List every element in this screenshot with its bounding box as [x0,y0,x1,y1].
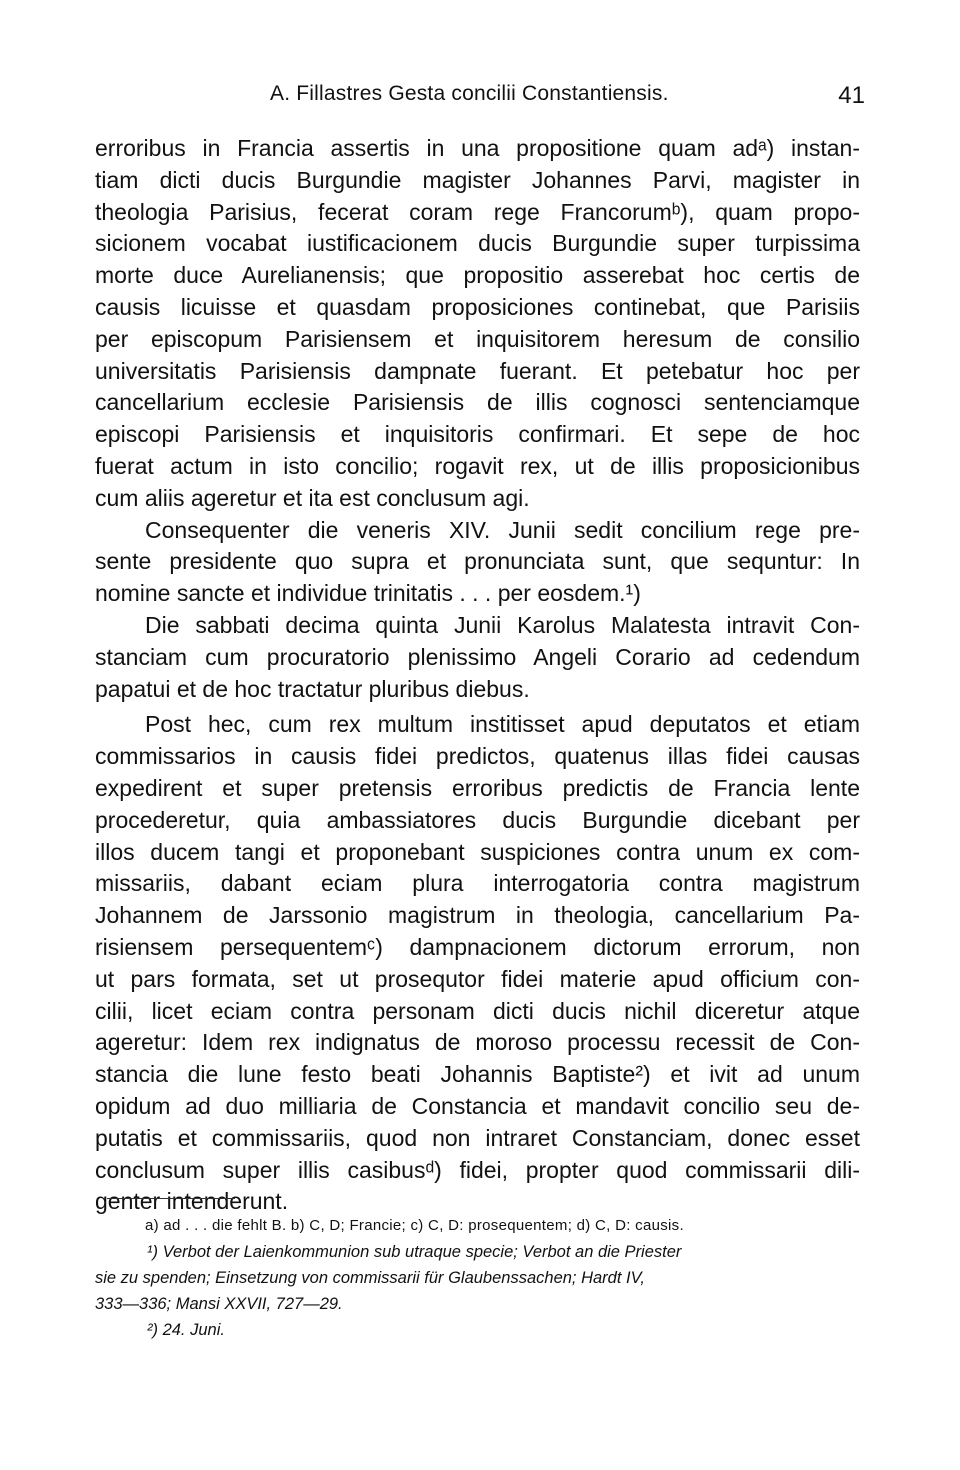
text-line: erroribus in Francia assertis in una propositione quam adᵃ) instan- [95,135,860,161]
text-line: stancia die lune festo beati Johannis Baptiste²) et ivit ad unum [95,1061,860,1088]
text-line: sicionem vocabat iustificacionem ducis Burgundie super turpissima [95,230,860,257]
text-line: cum aliis ageretur et ita est conclusum agi. [95,484,530,511]
text-line: tiam dicti ducis Burgundie magister Johannes Parvi, magister in [95,166,860,193]
critical-apparatus: a) ad . . . die fehlt B. b) C, D; Francie; c) C, D: prosequentem; d) C, D: causis. [145,1217,684,1234]
text-line: cilii, licet eciam contra personam dicti ducis nichil diceretur atque [95,997,860,1024]
text-line: missariis, dabant eciam plura interrogatoria contra magistrum [95,870,860,897]
text-line: morte duce Aurelianensis; que propositio asserebat hoc certis de [95,262,860,289]
text-line: expedirent et super pretensis erroribus predictis de Francia lente [95,774,860,801]
text-line: causis licuisse et quasdam proposiciones continebat, que Parisiis [95,293,860,320]
text-line: putatis et commissariis, quod non intraret Constanciam, donec esset [95,1124,860,1151]
text-line: universitatis Parisiensis dampnate fuerant. Et petebatur hoc per [95,357,860,384]
text-line: genter intenderunt. [95,1188,289,1215]
text-line: ageretur: Idem rex indignatus de moroso processu recessit de Con- [95,1029,860,1056]
text-line: Post hec, cum rex multum institisset apud deputatos et etiam [145,711,860,738]
text-line: nomine sancte et individue trinitatis . . . per eosdem.¹) [95,580,641,607]
page-number: 41 [838,82,865,109]
footnote-1: ¹) Verbot der Laienkommunion sub utraque specie; Verbot an die Priester [147,1243,682,1261]
footnote-2: ²) 24. Juni. [147,1321,225,1339]
text-line: conclusum super illis casibusᵈ) fidei, propter quod commissarii dili- [95,1156,860,1183]
footnote-1-cont: sie zu spenden; Einsetzung von commissarii für Glaubenssachen; Hardt IV, [95,1269,645,1287]
text-line: Johannem de Jarssonio magistrum in theologia, cancellarium Pa- [95,902,860,929]
text-line: sente presidente quo supra et pronunciata sunt, que sequntur: In [95,548,860,575]
running-head-title: A. Fillastres Gesta concilii Constantiensis. [270,82,669,105]
text-line: opidum ad duo milliaria de Constancia et mandavit concilio seu de- [95,1092,860,1119]
text-line: commissarios in causis fidei predictos, quatenus illas fidei causas [95,743,860,770]
text-line: risiensem persequentemᶜ) dampnacionem dictorum errorum, non [95,933,860,960]
main-text [95,133,860,1218]
text-line: illos ducem tangi et proponebant suspiciones contra unum ex com- [95,838,860,865]
text-line: episcopi Parisiensis et inquisitoris confirmari. Et sepe de hoc [95,421,860,448]
text-line: Consequenter die veneris XIV. Junii sedit concilium rege pre- [145,516,860,543]
text-line: Die sabbati decima quinta Junii Karolus Malatesta intravit Con- [145,611,860,638]
text-line: papatui et de hoc tractatur pluribus diebus. [95,675,530,702]
text-line: fuerat actum in isto concilio; rogavit rex, ut de illis proposicionibus [95,452,860,479]
footnote-separator [107,1198,235,1199]
footnote-1-cont: 333—336; Mansi XXVII, 727—29. [95,1295,343,1313]
text-line: procederetur, quia ambassiatores ducis Burgundie dicebant per [95,806,860,833]
text-line: stanciam cum procuratorio plenissimo Angeli Corario ad cedendum [95,643,860,670]
footnotes [95,1213,860,1343]
text-line: ut pars formata, set ut prosequtor fidei materie apud officium con- [95,965,860,992]
text-line: theologia Parisius, fecerat coram rege Francorumᵇ), quam propo- [95,198,860,225]
text-line: cancellarium ecclesie Parisiensis de illis cognosci sentenciamque [95,389,860,416]
text-line: per episcopum Parisiensem et inquisitorem heresum de consilio [95,325,860,352]
running-head [95,82,865,118]
